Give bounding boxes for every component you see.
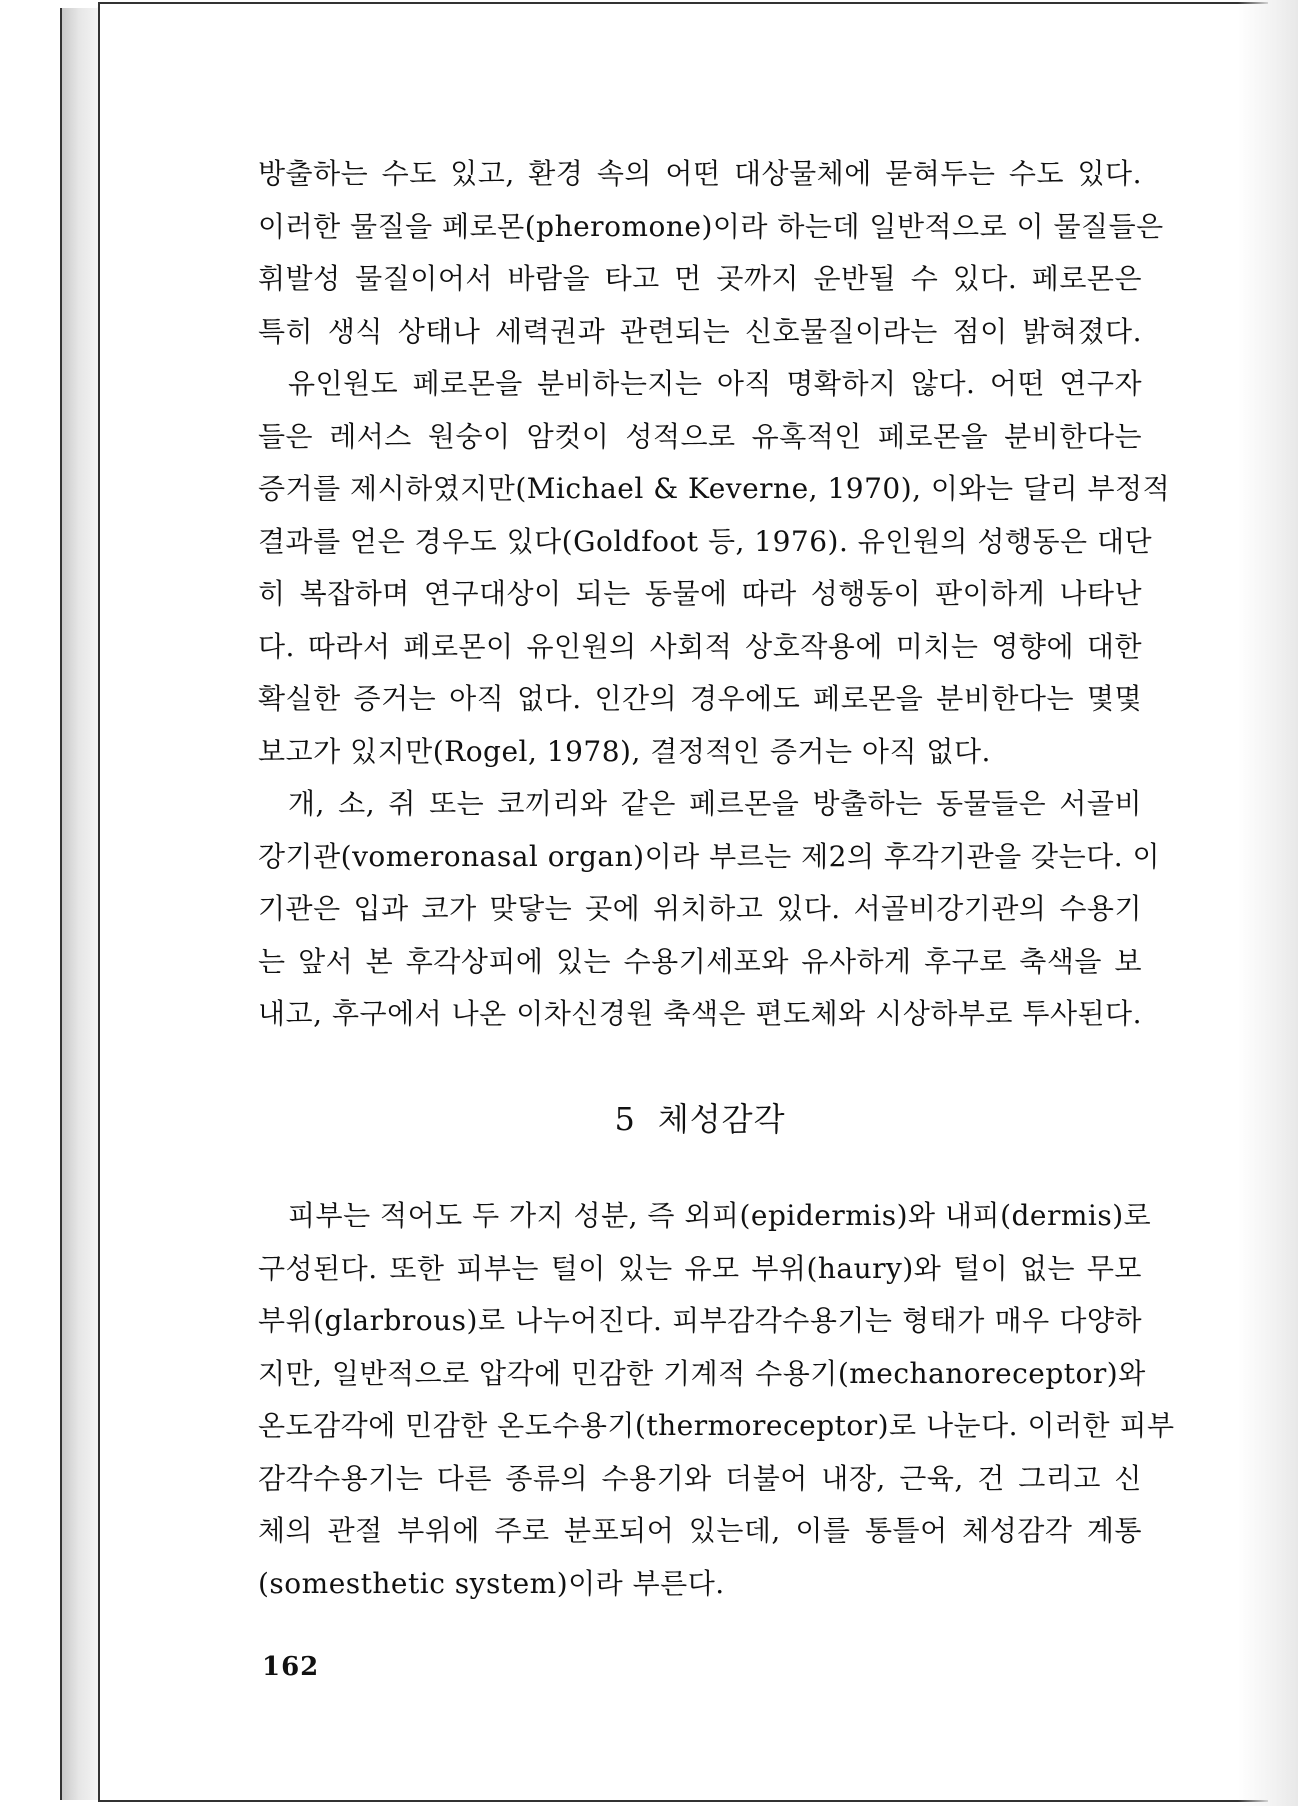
paragraph-4 bbox=[258, 1190, 1175, 1610]
paragraph-line: 개, 소, 쥐 또는 코끼리와 같은 페르몬을 방출하는 동물들은 서골비 bbox=[288, 787, 1142, 820]
paragraph-line: 지만, 일반적으로 압각에 민감한 기계적 수용기(mechanoreceptor)와 bbox=[258, 1356, 1146, 1390]
paragraph-line: 강기관(vomeronasal organ)이라 부르는 제2의 후각기관을 갖는다. 이 bbox=[258, 839, 1161, 873]
paragraph-line: 피부는 적어도 두 가지 성분, 즉 외피(epidermis)와 내피(dermis)로 bbox=[288, 1199, 1152, 1232]
paragraph-line: 기관은 입과 코가 맞닿는 곳에 위치하고 있다. 서골비강기관의 수용기 bbox=[258, 892, 1142, 925]
paragraph-line: 특히 생식 상태나 세력권과 관련되는 신호물질이라는 점이 밝혀졌다. bbox=[258, 314, 1142, 348]
book-spine-edge bbox=[60, 8, 100, 1800]
paragraph-line: 결과를 얻은 경우도 있다(Goldfoot 등, 1976). 유인원의 성행동은 대단 bbox=[258, 524, 1153, 558]
paragraph-line: 방출하는 수도 있고, 환경 속의 어떤 대상물체에 묻혀두는 수도 있다. bbox=[258, 157, 1142, 190]
paragraph-line: 감각수용기는 다른 종류의 수용기와 더불어 내장, 근육, 건 그리고 신 bbox=[258, 1461, 1142, 1495]
paragraph-line: 보고가 있지만(Rogel, 1978), 결정적인 증거는 아직 없다. bbox=[258, 734, 991, 768]
paragraph-line: 증거를 제시하였지만(Michael & Keverne, 1970), 이와는 달리 부정적 bbox=[258, 472, 1171, 505]
paragraph-line: 구성된다. 또한 피부는 털이 있는 유모 부위(haury)와 털이 없는 무모 bbox=[258, 1251, 1142, 1285]
paragraph-line: 내고, 후구에서 나온 이차신경원 축색은 편도체와 시상하부로 투사된다. bbox=[258, 997, 1142, 1030]
page-number: 162 bbox=[262, 1652, 320, 1682]
paragraph-line: 는 앞서 본 후각상피에 있는 수용기세포와 유사하게 후구로 축색을 보 bbox=[258, 944, 1142, 978]
paragraph-line: 들은 레서스 원숭이 암컷이 성적으로 유혹적인 페로몬을 분비한다는 bbox=[258, 419, 1142, 453]
paragraph-2 bbox=[258, 358, 1171, 778]
paragraph-line: 휘발성 물질이어서 바람을 타고 먼 곳까지 운반될 수 있다. 페로몬은 bbox=[258, 262, 1142, 295]
paragraph-line: 확실한 증거는 아직 없다. 인간의 경우에도 페로몬을 분비한다는 몇몇 bbox=[258, 682, 1142, 715]
paragraph-line: (somesthetic system)이라 부른다. bbox=[258, 1566, 725, 1600]
section-number: 5 bbox=[614, 1100, 636, 1138]
paragraph-line: 체의 관절 부위에 주로 분포되어 있는데, 이를 통틀어 체성감각 계통 bbox=[258, 1514, 1142, 1547]
paragraph-line: 다. 따라서 페로몬이 유인원의 사회적 상호작용에 미치는 영향에 대한 bbox=[258, 629, 1142, 663]
body-text-bottom bbox=[258, 1190, 1175, 1610]
section-heading bbox=[258, 1094, 1142, 1140]
body-text-top bbox=[258, 148, 1171, 1041]
paragraph-line: 온도감각에 민감한 온도수용기(thermoreceptor)로 나눈다. 이러한 피부 bbox=[258, 1409, 1175, 1442]
paragraph-1 bbox=[258, 148, 1164, 358]
paragraph-line: 유인원도 페로몬을 분비하는지는 아직 명확하지 않다. 어떤 연구자 bbox=[288, 367, 1142, 400]
paragraph-line: 부위(glarbrous)로 나누어진다. 피부감각수용기는 형태가 매우 다양하 bbox=[258, 1304, 1142, 1337]
paragraph-3 bbox=[258, 778, 1161, 1041]
page-right-shadow bbox=[1238, 0, 1298, 1806]
paragraph-line: 이러한 물질을 페로몬(pheromone)이라 하는데 일반적으로 이 물질들은 bbox=[258, 209, 1164, 243]
section-title: 체성감각 bbox=[657, 1100, 786, 1138]
paragraph-line: 히 복잡하며 연구대상이 되는 동물에 따라 성행동이 판이하게 나타난 bbox=[258, 577, 1142, 610]
